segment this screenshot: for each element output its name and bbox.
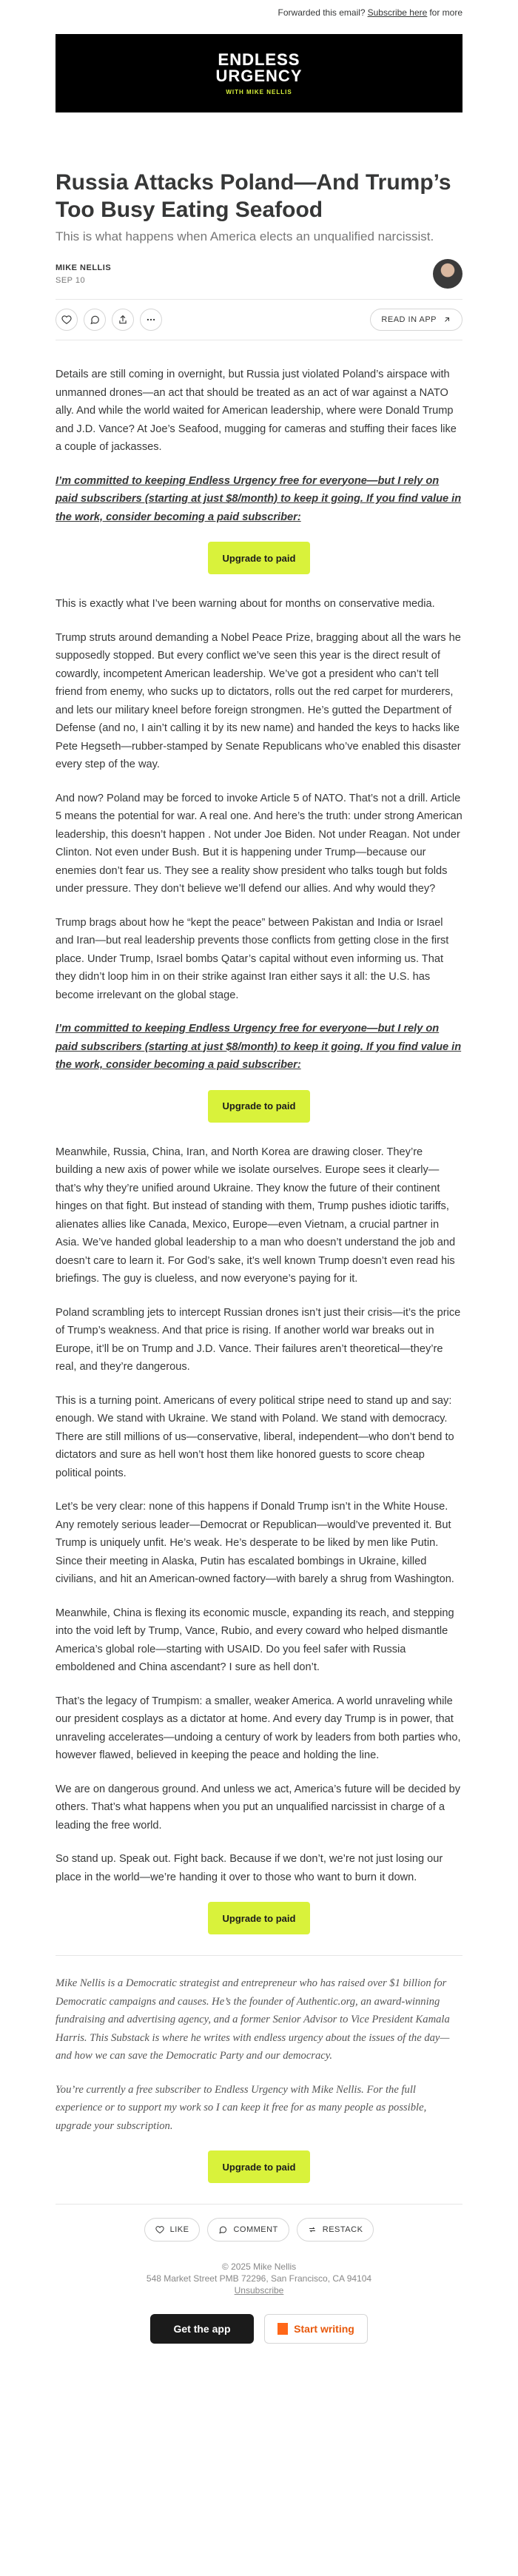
forwarded-text: Forwarded this email? [278, 7, 366, 18]
divider [56, 1955, 462, 1956]
bio-paragraph: Mike Nellis is a Democratic strategist and entrepreneur who has raised over $1 billion for Democratic campaigns and causes. He’s the founder of Authentic.org, an award-winning fundraising and advertising agency, and a former Senior Advisor to Vice President Kamala Harris. This Substack is where he writes with endless urgency about the issues of the day—and how we can save the Democratic Party and our democracy. [56, 1977, 450, 2062]
paragraph: Details are still coming in overnight, but Russia just violated Poland’s airspace with unmanned drones—an act that should be treated as an act of war against a NATO ally. And while the world waited for American leadership, where were Donald Trump and J.D. Vance? At Joe’s Seafood, mugging for cameras and stuffing their faces like a couple of jackasses. [56, 369, 457, 453]
footer-like-button[interactable] [144, 2218, 201, 2242]
publication-banner[interactable] [56, 34, 462, 112]
subscribe-cta-link[interactable]: I’m committed to keeping Endless Urgency free for everyone—but I rely on paid subscribers (starting at just $8/month) to keep it going. If you find value in the work, consider becoming a paid subscriber: [56, 1023, 462, 1071]
app-links [56, 2314, 462, 2344]
post-subtitle: This is what happens when America elects an unqualified narcissist. [56, 229, 434, 243]
footer-comment-button[interactable] [207, 2218, 289, 2242]
start-writing-button[interactable] [264, 2314, 368, 2344]
unsubscribe-link[interactable]: Unsubscribe [234, 2285, 284, 2296]
footer-legal [56, 2261, 462, 2296]
paragraph: Let’s be very clear: none of this happens if Donald Trump isn’t in the White House. Any remotely serious leader—Democrat or Republican—would’ve prevented it. But Trump is uniquely unfit. He’s weak. He’s desperate to be liked by men like Putin. Since their meeting in Alaska, Putin has escalated bombings in Ukraine, killed civilians, and hit an American-owned factory—with barely a shrug from Washington. [56, 1501, 454, 1585]
restack-icon [308, 2225, 317, 2234]
logo-line-2: URGENCY [215, 66, 303, 85]
subscribe-link[interactable]: Subscribe here [367, 7, 428, 18]
comment-icon [218, 2225, 227, 2234]
upgrade-button[interactable]: Upgrade to paid [208, 1090, 311, 1123]
post-date: SEP 10 [56, 275, 86, 285]
copyright: © 2025 Mike Nellis [221, 2261, 297, 2272]
post-actions [56, 299, 462, 340]
paragraph: This is a turning point. Americans of every political stripe need to stand up and say: enough. We stand with Ukraine. We stand with Poland. We stand with democracy. There are still millions of us—conservative, liberal, independent—who don’t bend to dictators and sure as hell won’t host them like honored guests to score cheap political points. [56, 1394, 454, 1479]
upgrade-button[interactable]: Upgrade to paid [208, 1902, 311, 1934]
paragraph: Poland scrambling jets to intercept Russian drones isn’t just their crisis—it’s the price of Trump’s weakness. And that price is rising. If another world war breaks out in Europe, it’ll be on Trump and J.D. Vance. Their failures aren’t theoretical—they’re real, and they’re dangerous. [56, 1306, 461, 1373]
heart-icon [155, 2225, 164, 2234]
paragraph: Trump brags about how he “kept the peace” between Pakistan and India or Israel and Iran—but real leadership prevents those conflicts from getting close in the first place. Under Trump, Israel bombs Qatar’s capital without even informing us. That they didn’t loop him in on their strike against Iran either says it all: the U.S. has become irrelevant on the global stage. [56, 916, 449, 1001]
author-bio [56, 1974, 462, 2135]
avatar[interactable] [433, 259, 462, 289]
mailing-address: 548 Market Street PMB 72296, San Francisco, CA 94104 [146, 2273, 372, 2284]
paragraph: Meanwhile, China is flexing its economic muscle, expanding its reach, and stepping into the void left by Trump, Vance, Rubio, and every coward who helped dismantle America’s global role—starting with USAID. Do you feel safer with Russia emboldened and China ascendant? I sure as hell don’t. [56, 1607, 454, 1673]
paragraph: Meanwhile, Russia, China, Iran, and North Korea are drawing closer. They’re building a new axis of power while we isolate ourselves. Europe sees it clearly—that’s why they’re unified around Ukraine. They know the future of their continent hinges on that fight. But instead of standing with them, Trump pushes idiotic tariffs, alienates allies like Canada, Mexico, Europe—even Vietnam, a crucial partner in Asia. We’ve handed global leadership to a man who doesn’t understand the job and doesn’t care to learn it. For God’s sake, it’s well known Trump doesn’t even read his briefings. The guy is clueless, and now everyone’s paying for it. [56, 1146, 456, 1285]
paragraph: Trump struts around demanding a Nobel Peace Prize, bragging about all the wars he supposedly stopped. But every conflict we’ve seen this year is the direct result of cowardly, incompetent American leadership. We’ve got a president who can’t tell friend from enemy, who sucks up to dictators, rolls out the red carpet for murderers, and lets our military kneel before foreign strongmen. He’s gutted the Department of Defense (and no, I ain’t calling it by its new name) and handed the keys to hacks like Pete Hegseth—rubber-stamped by Senate Republicans who’ve enabled this disaster every step of the way. [56, 631, 461, 770]
share-icon [118, 315, 128, 325]
heart-icon [61, 315, 72, 325]
paragraph: That’s the legacy of Trumpism: a smaller, weaker America. A world unraveling while our president cosplays as a dictator at home. And every day Trump is in power, that unraveling accelerates—undoing a century of work by leaders from both parties who, however flawed, believed in keeping the peace and holding the line. [56, 1695, 461, 1761]
comment-label: COMMENT [233, 2225, 278, 2234]
like-label: LIKE [169, 2225, 189, 2234]
forwarded-suffix: for more [429, 7, 462, 18]
more-button[interactable] [140, 309, 162, 331]
logo-tagline: WITH MIKE NELLIS [226, 88, 292, 95]
paragraph: We are on dangerous ground. And unless we act, America’s future will be decided by others. That’s what happens when you put an unqualified narcissist in charge of a leading the free world. [56, 1783, 461, 1832]
post-body [56, 366, 462, 1934]
upgrade-button[interactable]: Upgrade to paid [208, 2150, 311, 2183]
post-title[interactable]: Russia Attacks Poland—And Trump’s Too Busy Eating Seafood [56, 170, 451, 222]
paragraph: And now? Poland may be forced to invoke Article 5 of NATO. That’s not a drill. Article 5 means the potential for war. A real one. And here’s the truth: under strong American leadership, this doesn’t happen . Not under Joe Biden. Not under Reagan. Not under Clinton. Not even under Bush. But it is happening under Trump—because our enemies don’t fear us. They see a reality show president who talks tough but folds under pressure. They don’t believe we’ll defend our allies. And why would they? [56, 792, 462, 895]
footer-actions [56, 2204, 462, 2250]
comment-button[interactable] [84, 309, 106, 331]
paragraph: This is exactly what I’ve been warning about for months on conservative media. [56, 598, 435, 610]
read-in-app-label: READ IN APP [381, 315, 437, 324]
byline [56, 259, 462, 289]
share-button[interactable] [112, 309, 134, 331]
author-name[interactable]: MIKE NELLIS [56, 263, 112, 272]
substack-logo-icon [278, 2323, 288, 2335]
read-in-app-button[interactable] [370, 309, 462, 331]
get-app-button[interactable]: Get the app [150, 2314, 254, 2344]
upgrade-button[interactable]: Upgrade to paid [208, 542, 311, 574]
like-button[interactable] [56, 309, 78, 331]
more-icon [146, 315, 156, 325]
start-writing-label: Start writing [294, 2323, 354, 2335]
restack-label: RESTACK [322, 2225, 363, 2234]
footer-restack-button[interactable] [297, 2218, 374, 2242]
forwarded-bar [0, 0, 518, 25]
subscription-note: You’re currently a free subscriber to Endless Urgency with Mike Nellis. For the full experience or to support my work so I can keep it free for as many people as possible, upgrade your subscription. [56, 2083, 427, 2132]
paragraph: So stand up. Speak out. Fight back. Because if we don’t, we’re not just losing our place in the world—we’re handing it over to those who want to burn it down. [56, 1853, 443, 1883]
arrow-up-right-icon [443, 315, 451, 324]
subscribe-cta-link[interactable]: I’m committed to keeping Endless Urgency free for everyone—but I rely on paid subscribers (starting at just $8/month) to keep it going. If you find value in the work, consider becoming a paid subscriber: [56, 474, 462, 523]
logo-line-1: ENDLESS [218, 50, 300, 69]
comment-icon [90, 315, 100, 325]
